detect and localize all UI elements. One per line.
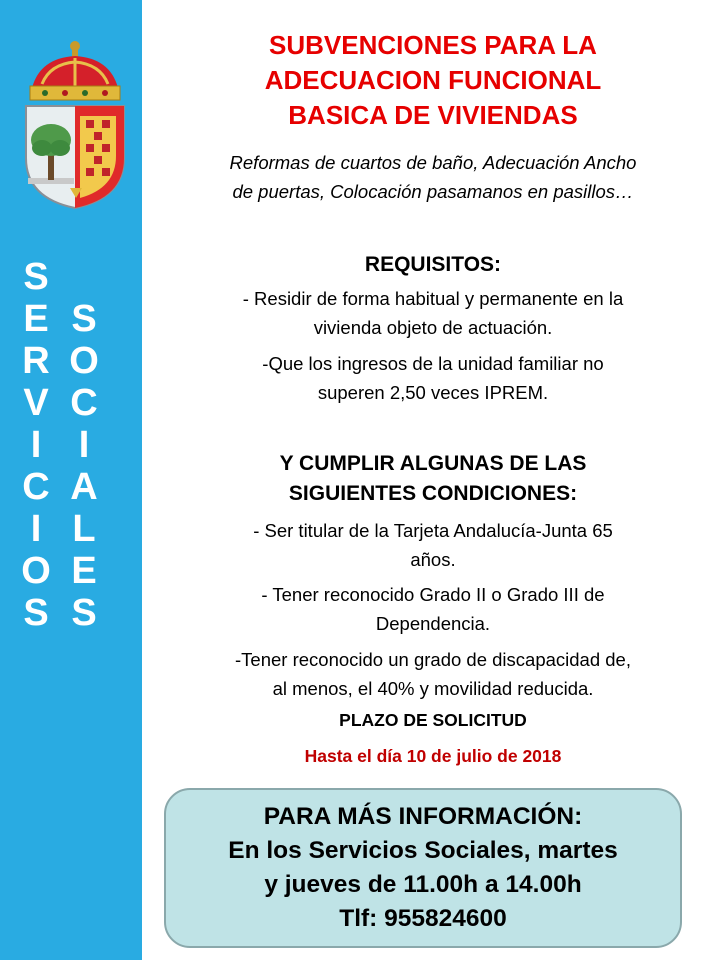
- vertical-letter: O: [21, 550, 51, 592]
- vertical-letter: V: [23, 382, 49, 424]
- vertical-letter: O: [69, 340, 99, 382]
- info-line: En los Servicios Sociales, martes: [228, 837, 618, 864]
- condicion-line: Dependencia.: [375, 613, 491, 634]
- condicion-item: [150, 645, 716, 703]
- info-phone: Tlf: 955824600: [339, 905, 507, 932]
- title-line: ADECUACION FUNCIONAL: [264, 65, 602, 95]
- requisito-line: - Residir de forma habitual y permanente en la: [242, 288, 624, 309]
- condicion-item: [150, 516, 716, 574]
- condicion-line: al menos, el 40% y movilidad reducida.: [272, 678, 594, 699]
- vertical-letter: A: [70, 466, 98, 508]
- condicion-line: - Ser titular de la Tarjeta Andalucía-Junta 65: [253, 520, 613, 541]
- info-line: PARA MÁS INFORMACIÓN:: [263, 803, 583, 830]
- vertical-letter: S: [71, 592, 97, 634]
- plazo-date: Hasta el día 10 de julio de 2018: [304, 746, 562, 766]
- requisitos-heading-text: REQUISITOS:: [364, 253, 502, 276]
- subtitle: [150, 148, 716, 206]
- condicion-item: [150, 580, 716, 638]
- page-title: [150, 28, 716, 133]
- plazo-label: PLAZO DE SOLICITUD: [339, 710, 527, 730]
- condiciones-heading-line: Y CUMPLIR ALGUNAS DE LAS: [279, 452, 587, 475]
- vertical-letter: L: [72, 508, 96, 550]
- requisito-line: -Que los ingresos de la unidad familiar no: [262, 353, 604, 374]
- condicion-line: años.: [410, 549, 456, 570]
- vertical-letter: C: [22, 466, 50, 508]
- vertical-letter: I: [30, 508, 42, 550]
- vertical-letter: S: [23, 592, 49, 634]
- sidebar: [0, 0, 142, 960]
- title-line: BASICA DE VIVIENDAS: [288, 100, 578, 130]
- title-line: SUBVENCIONES PARA LA: [269, 30, 597, 60]
- coat-of-arms-icon: [20, 38, 130, 210]
- condiciones-heading-line: SIGUIENTES CONDICIONES:: [288, 482, 578, 505]
- condicion-line: - Tener reconocido Grado II o Grado III de: [261, 584, 605, 605]
- condiciones-heading: [150, 449, 716, 509]
- vertical-letter: E: [71, 550, 97, 592]
- requisitos-heading: [150, 250, 716, 280]
- vertical-letter: I: [78, 424, 90, 466]
- condicion-line: -Tener reconocido un grado de discapacidad de,: [235, 649, 631, 670]
- vertical-letter: C: [70, 382, 98, 424]
- subtitle-line: Reformas de cuartos de baño, Adecuación Ancho: [229, 152, 637, 173]
- requisito-item: [150, 284, 716, 342]
- vertical-letter: I: [30, 424, 42, 466]
- info-box: [164, 788, 682, 948]
- vertical-letter: S: [23, 256, 49, 298]
- vertical-letter: S: [71, 298, 97, 340]
- servicios-vertical-text: [16, 256, 56, 634]
- requisito-line: vivienda objeto de actuación.: [313, 317, 553, 338]
- subtitle-line: de puertas, Colocación pasamanos en pasillos…: [232, 181, 634, 202]
- vertical-letter: R: [22, 340, 50, 382]
- sociales-vertical-text: [64, 298, 104, 634]
- requisito-line: superen 2,50 veces IPREM.: [317, 382, 549, 403]
- info-line: y jueves de 11.00h a 14.00h: [264, 871, 582, 898]
- requisito-item: [150, 349, 716, 407]
- vertical-letter: E: [23, 298, 49, 340]
